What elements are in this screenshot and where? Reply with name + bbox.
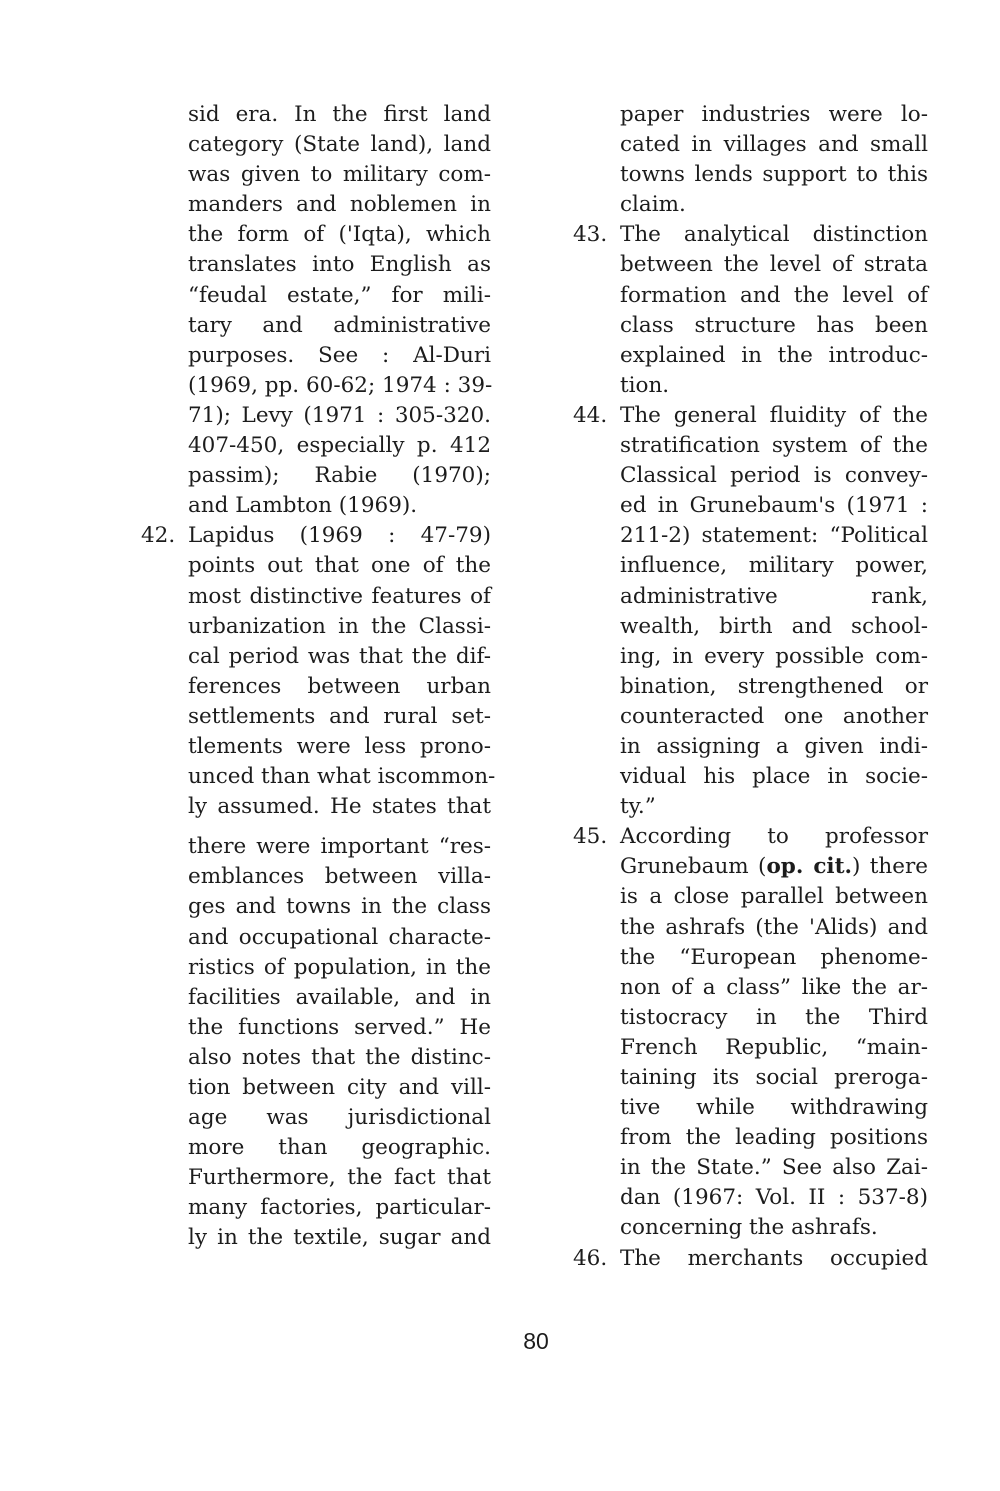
text-line bbox=[141, 190, 491, 220]
line-text: non of a class” like the ar- bbox=[620, 974, 928, 1000]
line-text: ed in Grunebaum's (1971 : bbox=[620, 493, 928, 519]
line-text: ing, in every possible com- bbox=[620, 643, 928, 669]
line-text: counteracted one another bbox=[620, 703, 928, 729]
line-text: also notes that the distinc- bbox=[188, 1044, 491, 1070]
line-text: According to professor bbox=[620, 824, 928, 850]
text-line bbox=[141, 100, 491, 130]
line-text: The general fluidity of the bbox=[620, 402, 928, 428]
line-text: class structure has been bbox=[620, 312, 928, 338]
line-text: the “European phenome- bbox=[620, 944, 928, 970]
text-line bbox=[573, 521, 928, 551]
text-line bbox=[573, 1123, 928, 1153]
line-text: urbanization in the Classi- bbox=[188, 613, 491, 639]
text-line bbox=[141, 732, 491, 762]
text-line bbox=[141, 401, 491, 431]
line-text: the functions served.” He bbox=[188, 1014, 491, 1040]
text-line bbox=[573, 1093, 928, 1123]
text-line bbox=[573, 100, 928, 130]
note-number: 45. bbox=[573, 824, 608, 850]
text-line bbox=[141, 923, 491, 953]
note-start-line bbox=[141, 521, 491, 551]
line-text: explained in the introduc- bbox=[620, 342, 928, 368]
line-text: Lapidus (1969 : 47-79) bbox=[188, 523, 491, 549]
text-line bbox=[141, 491, 491, 521]
text-line bbox=[141, 1073, 491, 1103]
text-line bbox=[573, 190, 928, 220]
text-line bbox=[141, 1193, 491, 1223]
line-text: points out that one of the bbox=[188, 553, 491, 579]
text-line bbox=[141, 892, 491, 922]
text-line bbox=[141, 862, 491, 892]
line-text: The merchants occupied bbox=[620, 1245, 928, 1271]
text-line bbox=[141, 582, 491, 612]
line-text: there were important “res- bbox=[188, 834, 491, 860]
note-number: 42. bbox=[141, 523, 176, 549]
line-text: most distinctive features of bbox=[188, 583, 491, 609]
line-text: passim); Rabie (1970); bbox=[188, 463, 491, 489]
line-text: wealth, birth and school- bbox=[620, 613, 928, 639]
text-line bbox=[573, 852, 928, 882]
text-line bbox=[141, 461, 491, 491]
line-text: 71); Levy (1971 : 305-320. bbox=[188, 402, 491, 428]
line-text: cated in villages and small bbox=[620, 132, 928, 158]
line-text: facilities available, and in bbox=[188, 984, 491, 1010]
text-line bbox=[573, 762, 928, 792]
line-text: influence, military power, bbox=[620, 553, 928, 579]
text-line bbox=[141, 702, 491, 732]
line-text: ly in the textile, sugar and bbox=[188, 1225, 491, 1251]
text-line bbox=[141, 983, 491, 1013]
text-line bbox=[141, 220, 491, 250]
line-text: tistocracy in the Third bbox=[620, 1004, 928, 1030]
text-line bbox=[573, 1213, 928, 1243]
text-line bbox=[141, 431, 491, 461]
text-line bbox=[573, 371, 928, 401]
text-line bbox=[141, 341, 491, 371]
note-start-line bbox=[573, 220, 928, 250]
line-text: 407-450, especially p. 412 bbox=[188, 433, 491, 459]
line-text: unced than what iscommon- bbox=[188, 764, 496, 790]
text-line bbox=[573, 973, 928, 1003]
line-text: more than geographic. bbox=[188, 1135, 491, 1161]
text-line bbox=[573, 702, 928, 732]
line-text: cal period was that the dif- bbox=[188, 643, 491, 669]
line-text: category (State land), land bbox=[188, 132, 491, 158]
right-column bbox=[573, 100, 928, 1274]
line-text: Furthermore, the fact that bbox=[188, 1165, 491, 1191]
line-text: emblances between villa- bbox=[188, 864, 491, 890]
text-line bbox=[141, 160, 491, 190]
line-text: the ashrafs (the 'Alids) and bbox=[620, 914, 928, 940]
text-line bbox=[573, 1153, 928, 1183]
line-text: (1969, pp. 60-62; 1974 : 39- bbox=[188, 372, 493, 398]
text-line bbox=[573, 913, 928, 943]
line-text: concerning the ashrafs. bbox=[620, 1215, 878, 1241]
line-text: settlements and rural set- bbox=[188, 703, 491, 729]
line-text: The analytical distinction bbox=[620, 222, 928, 248]
text-line bbox=[141, 250, 491, 280]
line-text: tary and administrative bbox=[188, 312, 491, 338]
line-text: was given to military com- bbox=[188, 162, 491, 188]
text-line bbox=[141, 281, 491, 311]
bold-citation: op. cit. bbox=[766, 854, 853, 880]
line-text: and occupational characte- bbox=[188, 924, 491, 950]
line-text: in the State.” See also Zai- bbox=[620, 1155, 928, 1181]
note-start-line bbox=[573, 1244, 928, 1274]
line-text: ly assumed. He states that bbox=[188, 794, 491, 820]
text-line bbox=[573, 431, 928, 461]
line-text: ristics of population, in the bbox=[188, 954, 491, 980]
page-number: 80 bbox=[523, 1328, 549, 1354]
text-line bbox=[573, 732, 928, 762]
text-line bbox=[573, 1063, 928, 1093]
line-text: Classical period is convey- bbox=[620, 463, 928, 489]
text-line bbox=[141, 551, 491, 581]
note-number: 46. bbox=[573, 1245, 608, 1271]
text-line bbox=[573, 1033, 928, 1063]
line-text: stratification system of the bbox=[620, 433, 928, 459]
text-line bbox=[573, 491, 928, 521]
line-text: ty.” bbox=[620, 794, 656, 820]
line-text: claim. bbox=[620, 192, 686, 218]
line-text: taining its social preroga- bbox=[620, 1065, 928, 1090]
line-text: the form of ('Iqta), which bbox=[188, 222, 491, 248]
text-line bbox=[141, 1043, 491, 1073]
left-column bbox=[141, 100, 496, 1254]
text-line bbox=[141, 1103, 491, 1133]
text-line bbox=[141, 311, 491, 341]
text-line bbox=[141, 642, 491, 672]
text-line bbox=[141, 762, 496, 792]
text-line bbox=[573, 1003, 928, 1033]
line-text: translates into English as bbox=[188, 252, 491, 278]
line-text: bination, strengthened or bbox=[620, 673, 928, 699]
line-text: ferences between urban bbox=[188, 673, 491, 699]
line-text: dan (1967: Vol. II : 537-8) bbox=[620, 1185, 928, 1211]
line-text: 211-2) statement: “Political bbox=[620, 523, 928, 549]
line-text: ges and towns in the class bbox=[188, 894, 491, 920]
text-line bbox=[573, 311, 928, 341]
text-line bbox=[573, 943, 928, 973]
text-line bbox=[573, 1183, 928, 1213]
text-line bbox=[573, 792, 928, 822]
line-text: French Republic, “main- bbox=[620, 1034, 928, 1060]
line-text: tion. bbox=[620, 372, 670, 398]
text-line bbox=[573, 551, 928, 581]
text-line bbox=[573, 130, 928, 160]
line-text: manders and noblemen in bbox=[188, 192, 491, 218]
line-text: Grunebaum (op. cit.) there bbox=[620, 854, 928, 880]
line-text: from the leading positions bbox=[620, 1125, 928, 1151]
text-line bbox=[141, 792, 491, 822]
line-text: “feudal estate,” for mili- bbox=[188, 282, 491, 308]
line-text: administrative rank, bbox=[620, 583, 928, 609]
text-line bbox=[573, 642, 928, 672]
line-text: and Lambton (1969). bbox=[188, 493, 418, 519]
text-line bbox=[573, 461, 928, 491]
note-start-line bbox=[573, 401, 928, 431]
line-text: between the level of strata bbox=[620, 252, 928, 278]
text-line bbox=[573, 612, 928, 642]
line-text: sid era. In the first land bbox=[188, 102, 491, 127]
line-text: vidual his place in socie- bbox=[620, 764, 928, 790]
line-text: age was jurisdictional bbox=[188, 1105, 491, 1131]
text-line bbox=[141, 371, 491, 401]
line-text: paper industries were lo- bbox=[620, 102, 928, 127]
text-line bbox=[573, 250, 928, 280]
text-line bbox=[573, 582, 928, 612]
text-line bbox=[573, 672, 928, 702]
line-text: towns lends support to this bbox=[620, 162, 928, 188]
text-line bbox=[573, 341, 928, 371]
line-text: is a close parallel between bbox=[620, 884, 928, 910]
line-text: many factories, particular- bbox=[188, 1195, 491, 1221]
text-line bbox=[141, 1013, 491, 1043]
line-text: tion between city and vill- bbox=[188, 1075, 491, 1100]
note-start-line bbox=[573, 822, 928, 852]
line-text: purposes. See : Al-Duri bbox=[188, 342, 491, 368]
text-line bbox=[141, 1133, 491, 1163]
text-line bbox=[573, 882, 928, 912]
text-line bbox=[141, 130, 491, 160]
note-number: 44. bbox=[573, 402, 608, 428]
text-line bbox=[141, 953, 491, 983]
line-text: formation and the level of bbox=[620, 282, 928, 308]
text-line bbox=[141, 612, 491, 642]
line-text: tlements were less prono- bbox=[188, 733, 491, 759]
text-line bbox=[573, 160, 928, 190]
line-text: in assigning a given indi- bbox=[620, 733, 928, 759]
text-line bbox=[141, 1163, 491, 1193]
text-line bbox=[141, 672, 491, 702]
text-line bbox=[141, 832, 491, 862]
text-line bbox=[141, 1223, 491, 1253]
note-number: 43. bbox=[573, 222, 608, 248]
line-text: tive while withdrawing bbox=[620, 1095, 928, 1121]
text-line bbox=[573, 281, 928, 311]
